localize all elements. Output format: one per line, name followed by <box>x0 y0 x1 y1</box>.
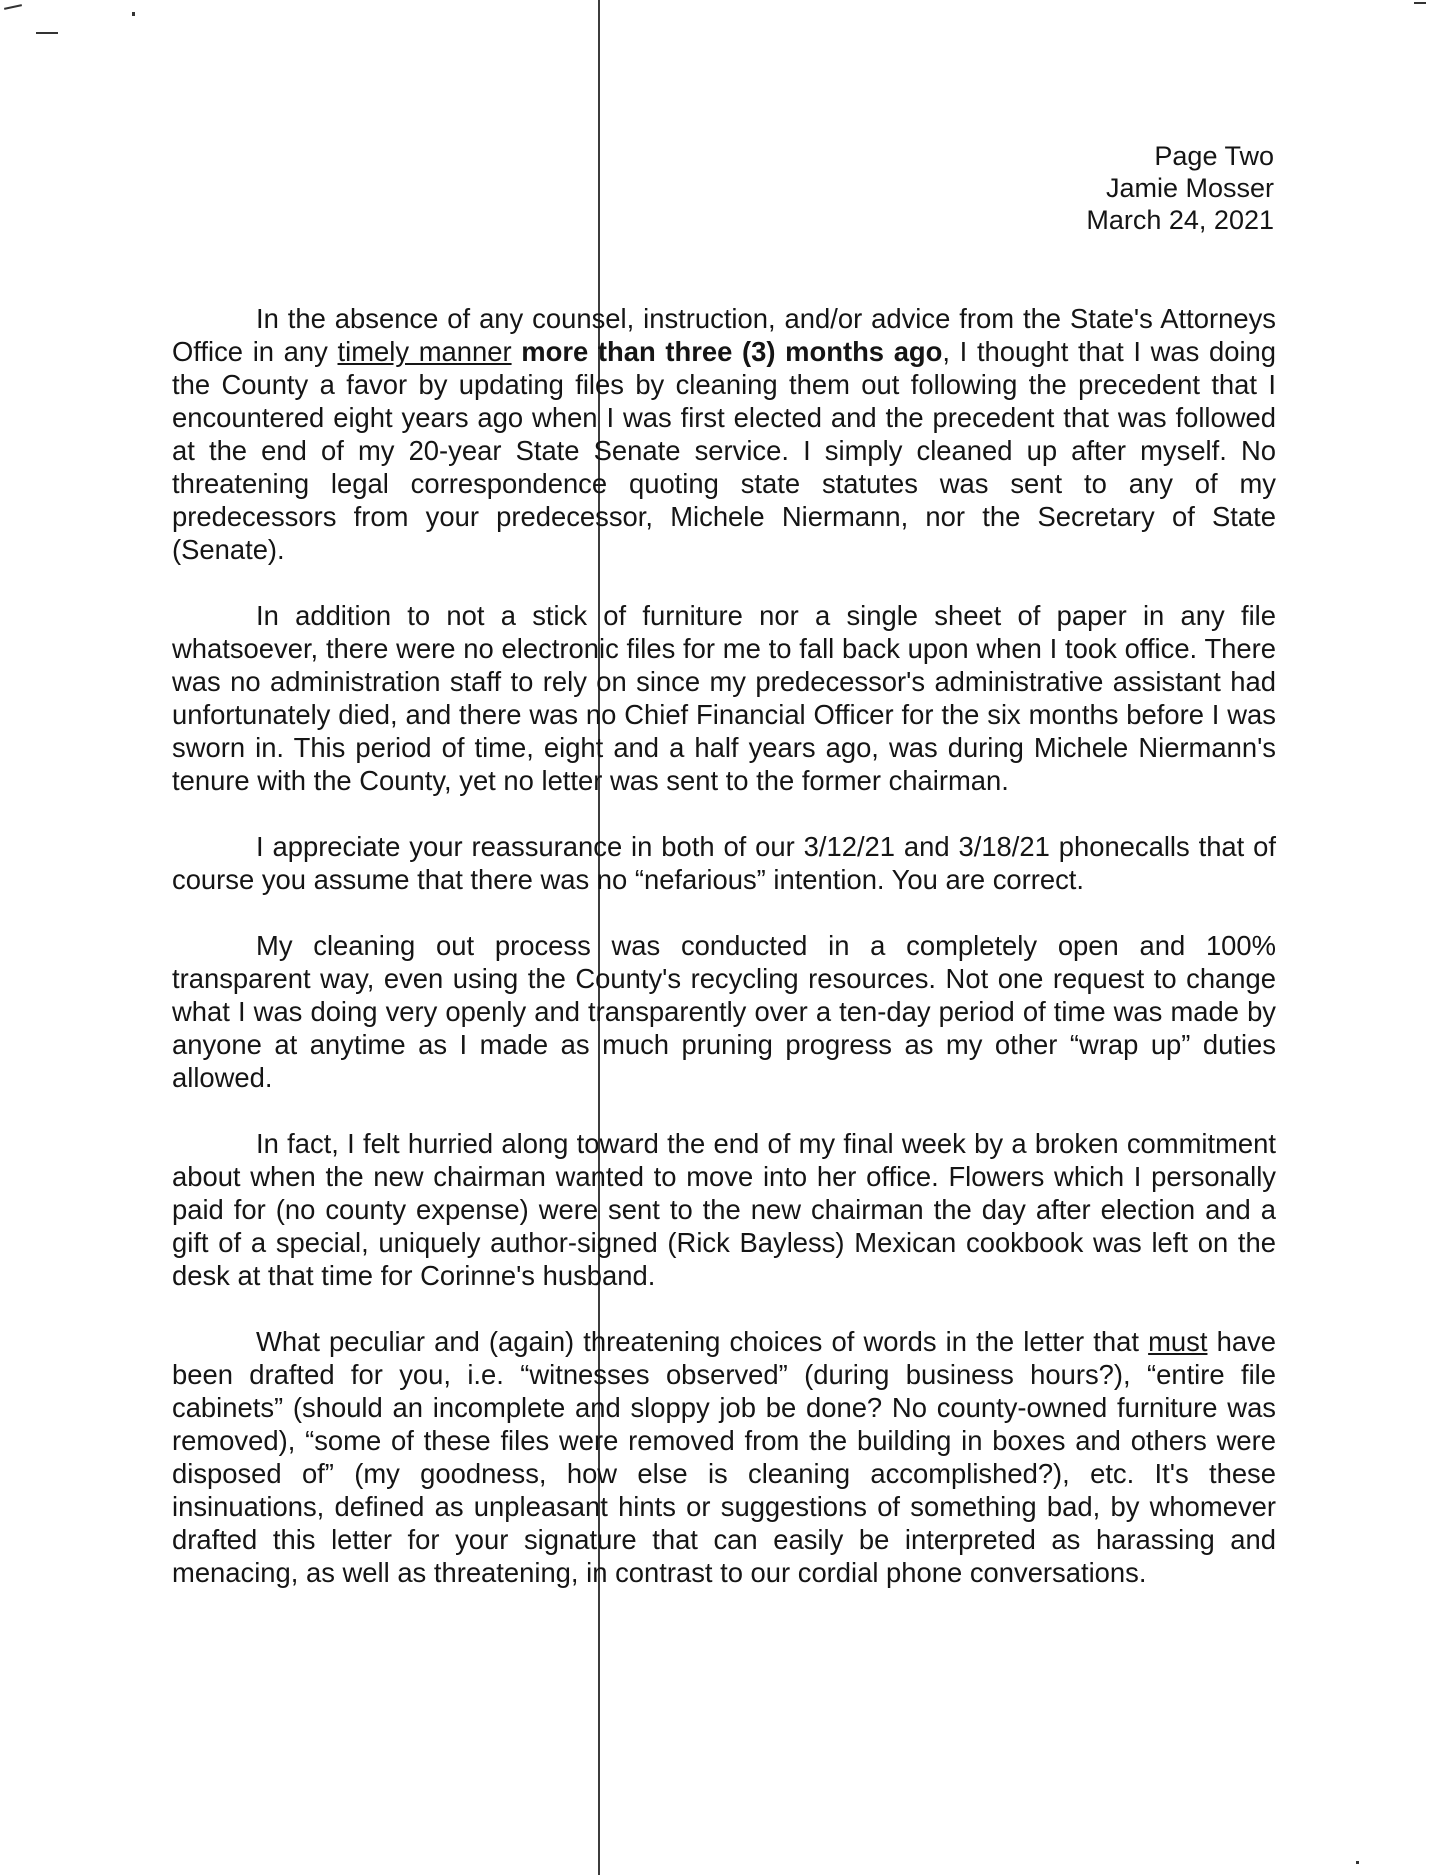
underlined-phrase: timely manner <box>337 336 512 367</box>
paragraph-4: My cleaning out process was conducted in a completely open and 100% transparent way, even using the County's recycling resources. Not one request to change what I was doing very openly and transparently over a ten-day period of time was made by anyone at anytime as I made as much pruning progress as my other “wrap up” duties allowed. <box>172 930 1276 1093</box>
scan-speck-top-left-2 <box>36 32 58 34</box>
paragraph-5: In fact, I felt hurried along toward the end of my final week by a broken commitment about when the new chairman wanted to move into her office. Flowers which I personally paid for (no county expense) were sent to the new chairman the day after election and a gift of a special, uniquely author-signed (Rick Bayless) Mexican cookbook was left on the desk at that time for Corinne's husband. <box>172 1128 1276 1291</box>
page-label: Page Two <box>1154 141 1274 171</box>
paragraph-3: I appreciate your reassurance in both of our 3/12/21 and 3/18/21 phonecalls that of course you assume that there was no “nefarious” intention. You are correct. <box>172 831 1276 895</box>
underlined-word: must <box>1148 1326 1208 1357</box>
scan-speck-top-left <box>4 4 22 10</box>
letter-date: March 24, 2021 <box>1086 205 1274 235</box>
recipient-name: Jamie Mosser <box>1105 173 1274 203</box>
bold-phrase: more than three (3) months ago <box>521 336 943 367</box>
scan-speck-top-right <box>1414 2 1426 4</box>
scan-speck-bottom-right <box>1356 1861 1359 1864</box>
paragraph-6: What peculiar and (again) threatening choices of words in the letter that must have been drafted for you, i.e. “witnesses observed” (during business hours?), “entire file cabinets” (should an incomplete and sloppy job be done? No county-owned furniture was removed), “some of these files were removed from the building in boxes and others were disposed of” (my goodness, how else is cleaning accomplished?), etc. It's these insinuations, defined as unpleasant hints or suggestions of something bad, by whomever drafted this letter for your signature that can easily be interpreted as harassing and menacing, as well as threatening, in contrast to our cordial phone conversations. <box>172 1326 1276 1588</box>
letter-body <box>172 302 1276 1622</box>
scan-speck-dot <box>132 12 135 16</box>
paragraph-1: In the absence of any counsel, instruction, and/or advice from the State's Attorneys Office in any timely manner more than three (3) months ago, I thought that I was doing the County a favor by updating files by cleaning them out following the precedent that I encountered eight years ago when I was first elected and the precedent that was followed at the end of my 20-year State Senate service. I simply cleaned up after myself. No threatening legal correspondence quoting state statutes was sent to any of my predecessors from your predecessor, Michele Niermann, nor the Secretary of State (Senate). <box>172 303 1276 565</box>
letter-header <box>1086 140 1274 236</box>
paragraph-2: In addition to not a stick of furniture nor a single sheet of paper in any file whatsoever, there were no electronic files for me to fall back upon when I took office. There was no administration staff to rely on since my predecessor's administrative assistant had unfortunately died, and there was no Chief Financial Officer for the six months before I was sworn in. This period of time, eight and a half years ago, was during Michele Niermann's tenure with the County, yet no letter was sent to the former chairman. <box>172 600 1276 796</box>
